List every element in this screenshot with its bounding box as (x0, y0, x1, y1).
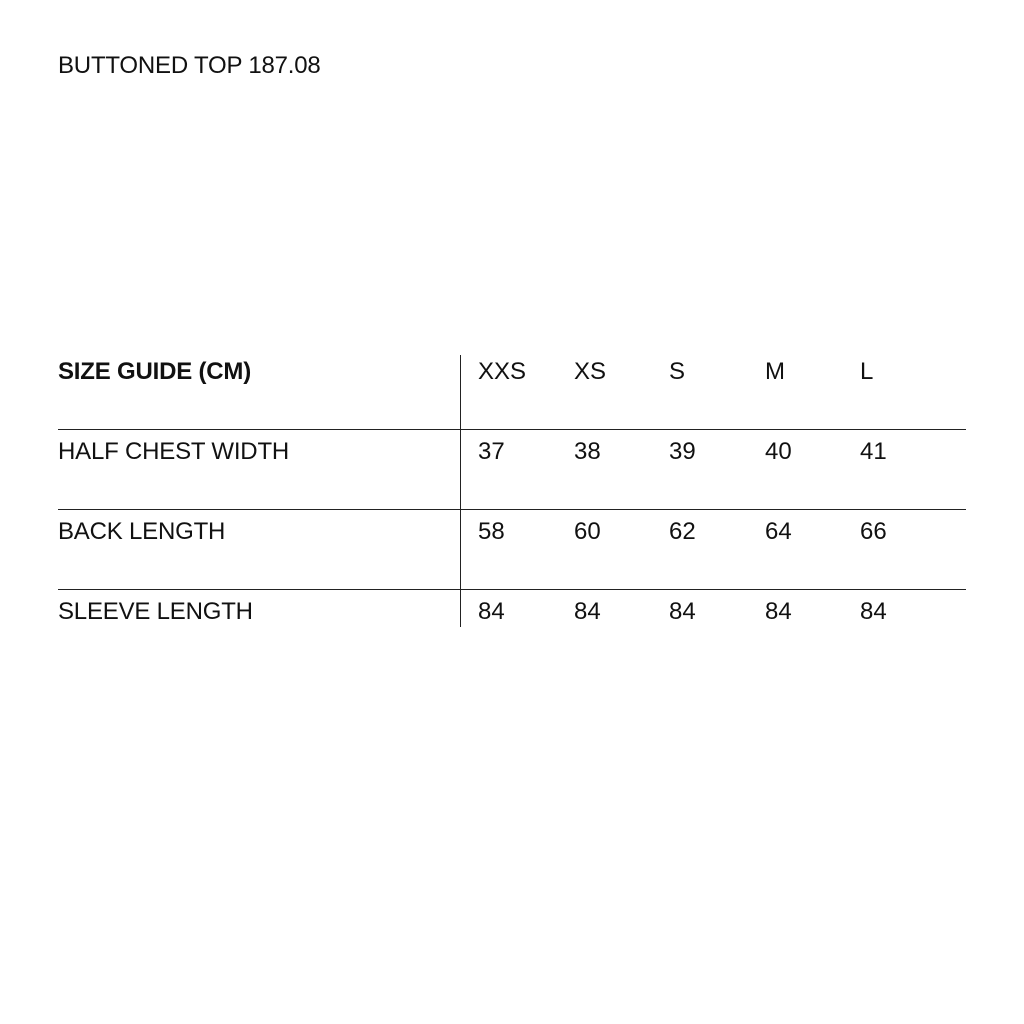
product-title: BUTTONED TOP 187.08 (58, 52, 321, 79)
table-row (58, 517, 966, 557)
size-header-s: S (669, 358, 686, 385)
table-cell: 84 (765, 598, 792, 625)
table-cell: 84 (669, 598, 696, 625)
table-cell: 64 (765, 518, 792, 545)
table-cell: 62 (669, 518, 696, 545)
table-cell: 38 (574, 438, 601, 465)
table-cell: 84 (478, 598, 505, 625)
table-cell: 58 (478, 518, 505, 545)
table-cell: 66 (860, 518, 887, 545)
table-row (58, 437, 966, 477)
table-cell: 40 (765, 438, 792, 465)
row-label-back-length: BACK LENGTH (58, 518, 226, 545)
size-header-xs: XS (574, 358, 607, 385)
table-row (58, 597, 966, 637)
table-cell: 41 (860, 438, 887, 465)
row-divider (58, 429, 966, 430)
table-header-row (58, 357, 966, 397)
table-cell: 84 (574, 598, 601, 625)
row-divider (58, 589, 966, 590)
size-header-l: L (860, 358, 874, 385)
row-label-half-chest-width: HALF CHEST WIDTH (58, 438, 290, 465)
table-cell: 37 (478, 438, 505, 465)
table-cell: 39 (669, 438, 696, 465)
size-guide-heading: SIZE GUIDE (CM) (58, 358, 251, 385)
row-divider (58, 509, 966, 510)
table-cell: 60 (574, 518, 601, 545)
size-guide-table (58, 355, 966, 627)
size-header-xxs: XXS (478, 358, 527, 385)
row-label-sleeve-length: SLEEVE LENGTH (58, 598, 253, 625)
size-header-m: M (765, 358, 785, 385)
table-cell: 84 (860, 598, 887, 625)
